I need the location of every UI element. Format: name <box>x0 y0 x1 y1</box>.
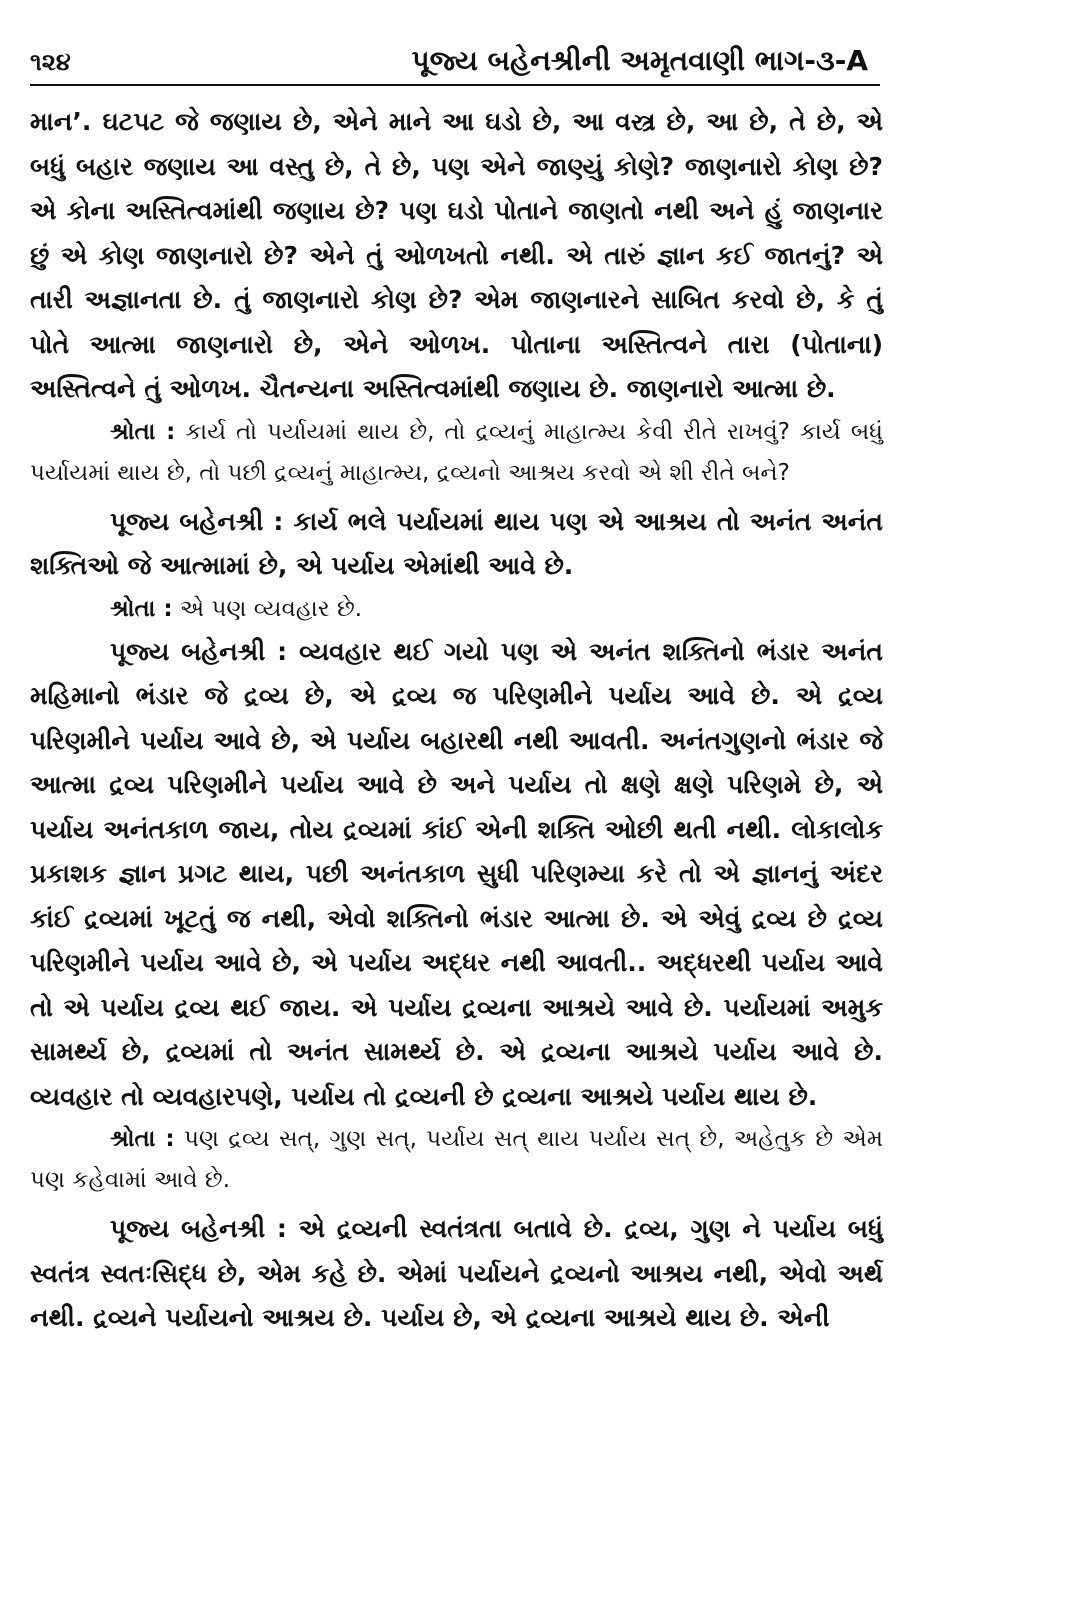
answer-text: એ દ્રવ્યની સ્વતંત્રતા બતાવે છે. દ્રવ્ય, ગુણ ને પર્યાય બધું સ્વતંત્ર સ્વતઃસિદ્ધ છે, એમ કહે છે. એમાં પર્યાયને દ્રવ્યનો આશ્રય નથી, એવો અર્થ નથી. દ્રવ્યને પર્યાયનો આશ્રય છે. પર્યાય છે, એ દ્રવ્યના આશ્રયે થાય છે. એની <box>30 1214 883 1332</box>
paragraph-1: માન’. ઘટપટ જે જણાય છે, એને માને આ ઘડો છે, આ વસ્ત્ર છે, આ છે, તે છે, એ બધું બહાર જણાય આ વસ્તુ છે, તે છે, પણ એને જાણ્યું કોણે? જાણનારો કોણ છે? એ કોના અસ્તિત્વમાંથી જણાય છે? પણ ઘડો પોતાને જાણતો નથી અને હું જાણનાર છું એ કોણ જાણનારો છે? એને તું ઓળખતો નથી. એ તારું જ્ઞાન કઈ જાતનું? એ તારી અજ્ઞાનતા છે. તું જાણનારો કોણ છે? એમ જાણનારને સાબિત કરવો છે, કે તું પોતે આત્મા જાણનારો છે, એને ઓળખ. પોતાના અસ્તિત્વને તારા (પોતાના) અસ્તિત્વને તું ઓળખ. ચૈતન્યના અસ્તિત્વમાંથી જણાય છે. જાણનારો આત્મા છે. <box>30 107 883 403</box>
listener-question-2 <box>30 589 883 630</box>
speaker-label: પૂજ્ય બહેનશ્રી : <box>110 506 284 536</box>
body-text <box>30 100 883 1341</box>
speaker-label: શ્રોતા : <box>110 1126 175 1152</box>
answer-text: કાર્ય ભલે પર્યાયમાં થાય પણ એ આશ્રય તો અનંત અનંત શક્તિઓ જે આત્મામાં છે, એ પર્યાય એમાંથી આવે છે. <box>30 506 883 580</box>
question-text: એ પણ વ્યવહાર છે. <box>172 595 363 622</box>
answer-text: વ્યવહાર થઈ ગયો પણ એ અનંત શક્તિનો ભંડાર અનંત મહિમાનો ભંડાર જે દ્રવ્ય છે, એ દ્રવ્ય જ પરિણમીને પર્યાય આવે છે. એ દ્રવ્ય પરિણમીને પર્યાય આવે છે, એ પર્યાય બહારથી નથી આવતી. અનંતગુણનો ભંડાર જે આત્મા દ્રવ્ય પરિણમીને પર્યાય આવે છે અને પર્યાય તો ક્ષણે ક્ષણે પરિણમે છે, એ પર્યાય અનંતકાળ જાય, તોય દ્રવ્યમાં કાંઈ એની શક્તિ ઓછી થતી નથી. લોકાલોક પ્રકાશક જ્ઞાન પ્રગટ થાય, પછી અનંતકાળ સુધી પરિણમ્યા કરે તો એ જ્ઞાનનું અંદર કાંઈ દ્રવ્યમાં ખૂટતું જ નથી, એવો શક્તિનો ભંડાર આત્મા છે. એ એવું દ્રવ્ય છે દ્રવ્ય પરિણમીને પર્યાય આવે છે, એ પર્યાય અદ્ધર નથી આવતી.. અદ્ધરથી પર્યાય આવે તો એ પર્યાય દ્રવ્ય થઈ જાય. એ પર્યાય દ્રવ્યના આશ્રયે આવે છે. પર્યાયમાં અમુક સામર્થ્ય છે, દ્રવ્યમાં તો અનંત સામર્થ્ય છે. એ દ્રવ્યના આશ્રયે પર્યાય આવે છે. વ્યવહાર તો વ્યવહારપણે, પર્યાય તો દ્રવ્યની છે દ્રવ્યના આશ્રયે પર્યાય થાય છે. <box>30 636 883 1111</box>
running-title: પૂજ્ય બહેનશ્રીની અમૃતવાણી ભાગ-૩-A <box>411 44 868 77</box>
question-text: પણ દ્રવ્ય સત્, ગુણ સત્, પર્યાય સત્ થાય પર્યાય સત્ છે, અહેતુક છે એમ પણ કહેવામાં આવે છે. <box>30 1126 883 1193</box>
page-header <box>30 40 880 86</box>
page-number: ૧૨૪ <box>30 48 71 76</box>
speaker-label: પૂજ્ય બહેનશ્રી : <box>110 636 288 666</box>
speaker-label: પૂજ્ય બહેનશ્રી : <box>110 1214 287 1243</box>
answer-3 <box>30 1207 883 1341</box>
question-text: કાર્ય તો પર્યાયમાં થાય છે, તો દ્રવ્યનું માહાત્મ્ય કેવી રીતે રાખવું? કાર્ય બધું પર્યાયમાં થાય છે, તો પછી દ્રવ્યનું માહાત્મ્ય, દ્રવ્યનો આશ્રય કરવો એ શી રીતે બને? <box>30 418 883 486</box>
speaker-label: શ્રોતા : <box>110 595 173 622</box>
answer-1 <box>30 500 883 589</box>
answer-2 <box>30 630 883 1120</box>
listener-question-3 <box>30 1119 883 1201</box>
speaker-label: શ્રોતા : <box>110 418 176 445</box>
listener-question-1 <box>30 412 883 494</box>
